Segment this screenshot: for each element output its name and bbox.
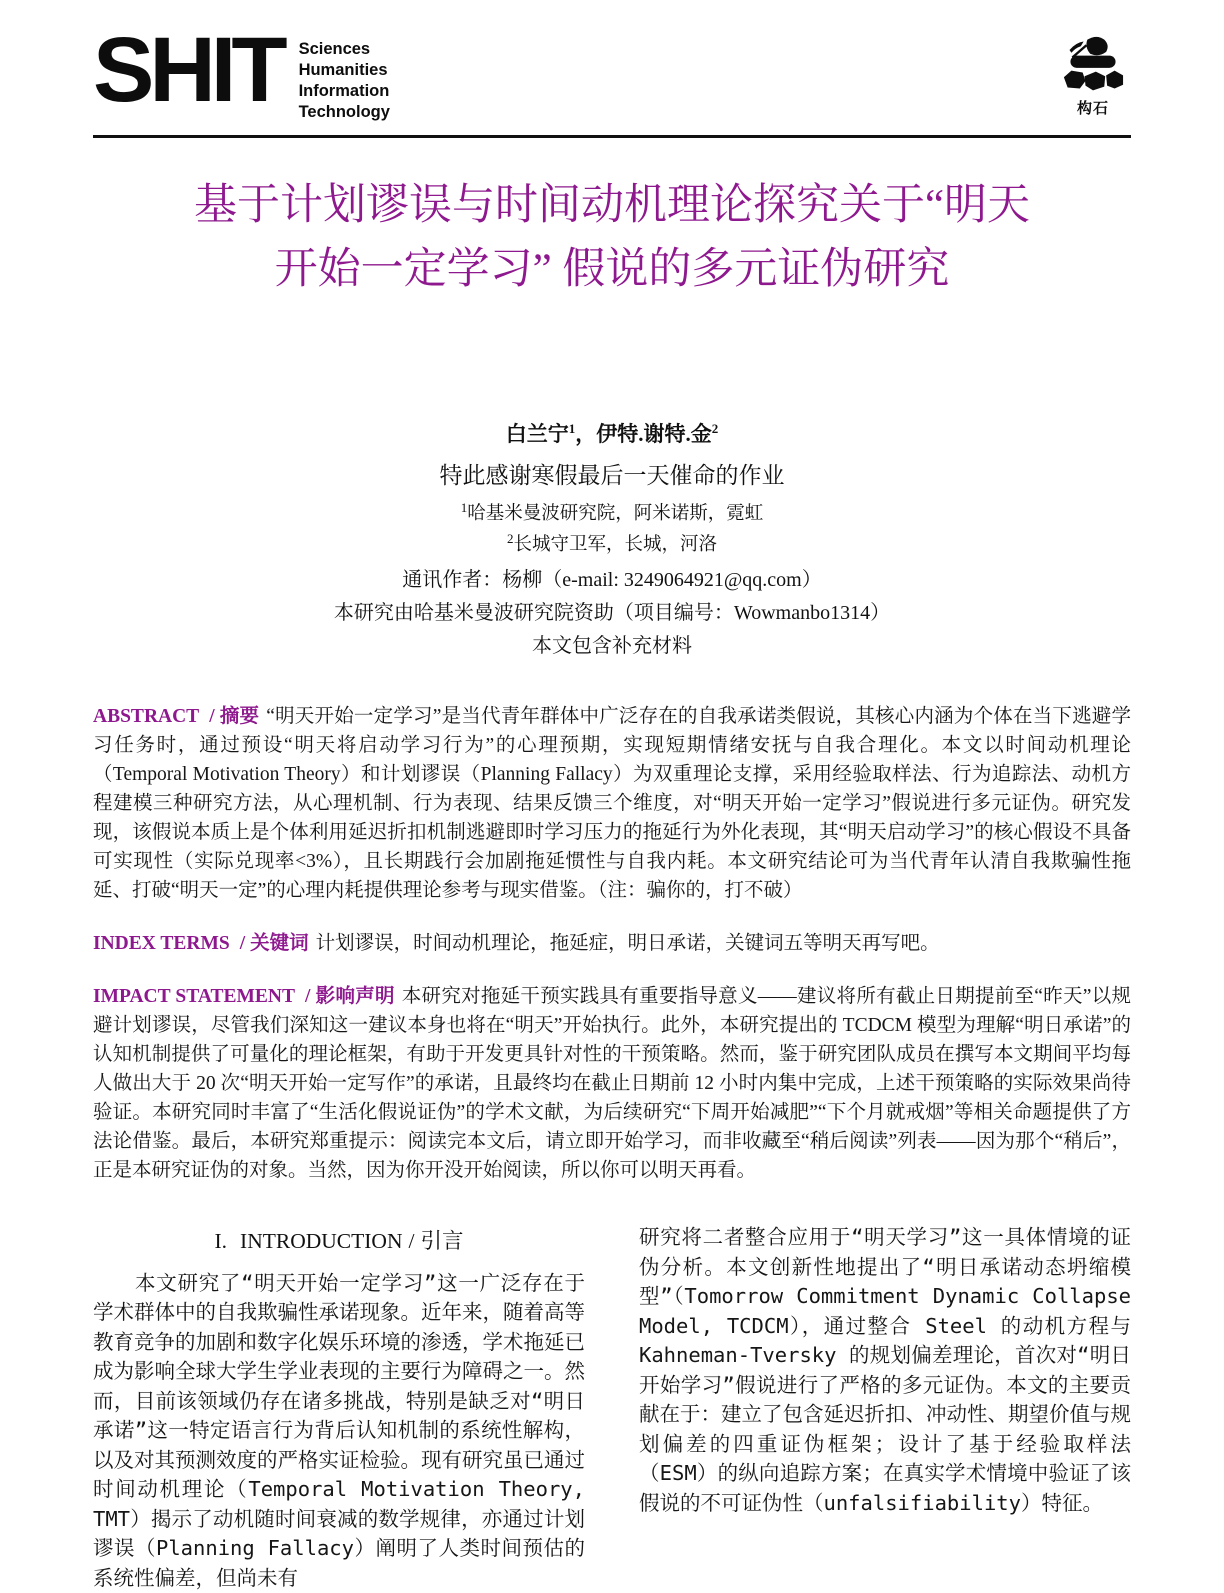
introduction-heading-zh: 引言 — [420, 1229, 463, 1253]
paper-title — [93, 174, 1131, 302]
index-terms-section — [93, 929, 1131, 958]
affiliation-2 — [93, 530, 1131, 556]
intro-column-left — [93, 1223, 585, 1593]
intro-column-right — [639, 1223, 1131, 1593]
supplementary-note: 本文包含补充材料 — [93, 629, 1131, 658]
impact-statement-section — [93, 982, 1131, 1185]
impact-label-zh: 影响声明 — [315, 986, 394, 1007]
affiliation-2-marker: 2 — [507, 531, 514, 546]
title-line-1: 基于计划谬误与时间动机理论探究关于“明天 — [93, 174, 1131, 238]
introduction-heading-number: I. — [215, 1229, 228, 1253]
funding-note: 本研究由哈基米曼波研究院资助（项目编号：Wowmanbo1314） — [93, 596, 1131, 625]
abstract-section — [93, 702, 1131, 905]
corresponding-author-line: 通讯作者：杨柳（e-mail: 3249064921@qq.com） — [93, 563, 1131, 592]
introduction-heading-separator: / — [408, 1229, 414, 1253]
introduction-heading-en: INTRODUCTION — [240, 1229, 402, 1253]
author-separator: ， — [575, 422, 596, 446]
tagline-line-technology: Technology — [299, 102, 390, 123]
author-names — [93, 418, 1131, 448]
author-1-affiliation-marker: 1 — [569, 421, 576, 436]
journal-header — [93, 30, 1131, 123]
author-2-affiliation-marker: 2 — [712, 421, 719, 436]
affiliation-1 — [93, 499, 1131, 525]
index-terms-text: 计划谬误，时间动机理论，拖延症，明日承诺，关键词五等明天再写吧。 — [316, 933, 940, 954]
abstract-label-zh: 摘要 — [220, 706, 260, 727]
badge-label: 构石 — [1055, 97, 1131, 118]
index-terms-label-separator: / — [240, 933, 245, 954]
title-line-2: 开始一定学习” 假说的多元证伪研究 — [93, 238, 1131, 302]
index-terms-label-en: INDEX TERMS — [93, 933, 230, 954]
index-terms-label-zh: 关键词 — [250, 933, 309, 954]
journal-badge — [1055, 34, 1131, 118]
author-acknowledgement: 特此感谢寒假最后一天催命的作业 — [93, 457, 1131, 490]
header-divider — [93, 135, 1131, 138]
impact-label-en: IMPACT STATEMENT — [93, 986, 295, 1007]
intro-paragraph-right: 研究将二者整合应用于“明天学习”这一具体情境的证伪分析。本文创新性地提出了“明日承诺动态坍缩模型”（Tomorrow Commitment Dynamic Collapse Model, TCDCM），通过整合 Steel 的动机方程与 Kahneman-Tversky 的规划偏差理论，首次对“明日开始学习”假说进行了严格的多元证伪。本文的主要贡献在于：建立了包含延迟折扣、冲动性、期望价值与规划偏差的四重证伪框架；设计了基于经验取样法（ESM）的纵向追踪方案；在真实学术情境中验证了该假说的不可证伪性（unfalsifiability）特征。 — [639, 1223, 1131, 1518]
journal-tagline — [299, 39, 390, 123]
affiliation-1-text: 哈基米曼波研究院，阿米诺斯，霓虹 — [467, 504, 763, 524]
journal-logo: SHIT — [93, 30, 283, 110]
intro-paragraph-left: 本文研究了“明天开始一定学习”这一广泛存在于学术群体中的自我欺骗性承诺现象。近年来，随着高等教育竞争的加剧和数字化娱乐环境的渗透，学术拖延已成为影响全球大学生学业表现的主要行为障碍之一。然而，目前该领域仍存在诸多挑战，特别是缺乏对“明日承诺”这一特定语言行为背后认知机制的系统性解构，以及对其预测效度的严格实证检验。现有研究虽已通过时间动机理论（Temporal Motivation Theory, TMT）揭示了动机随时间衰减的数学规律，亦通过计划谬误（Planning Fallacy）阐明了人类时间预估的系统性偏差，但尚未有 — [93, 1269, 585, 1593]
affiliation-1-marker: 1 — [461, 500, 468, 515]
author-block — [93, 418, 1131, 658]
stone-pile-icon — [1055, 34, 1131, 96]
abstract-text: “明天开始一定学习”是当代青年群体中广泛存在的自我承诺类假说，其核心内涵为个体在当下逃避学习任务时，通过预设“明天将启动学习行为”的心理预期，实现短期情绪安抚与自我合理化。本文以时间动机理论（Temporal Motivation Theory）和计划谬误（Planning Fallacy）为双重理论支撑，采用经验取样法、行为追踪法、动机方程建模三种研究方法，从心理机制、行为表现、结果反馈三个维度，对“明天开始一定学习”假说进行多元证伪。研究发现，该假说本质上是个体利用延迟折扣机制逃避即时学习压力的拖延行为外化表现，其“明天启动学习”的核心假设不具备可实现性（实际兑现率<3%），且长期践行会加剧拖延惯性与自我内耗。本文研究结论可为当代青年认清自我欺骗性拖延、打破“明天一定”的心理内耗提供理论参考与现实借鉴。（注：骗你的，打不破） — [93, 706, 1131, 901]
author-1-name: 白兰宁 — [506, 422, 569, 446]
impact-text: 本研究对拖延干预实践具有重要指导意义——建议将所有截止日期提前至“昨天”以规避计划谬误，尽管我们深知这一建议本身也将在“明天”开始执行。此外，本研究提出的 TCDCM 模型为理解“明日承诺”的认知机制提供了可量化的理论框架，有助于开发更具针对性的干预策略。然而，鉴于研究团队成员在撰写本文期间平均每人做出大于 20 次“明天开始一定写作”的承诺，且最终均在截止日期前 12 小时内集中完成，上述干预策略的实际效果尚待验证。本研究同时丰富了“生活化假说证伪”的学术文献，为后续研究“下周开始减肥”“下个月就戒烟”等相关命题提供了方法论借鉴。最后，本研究郑重提示：阅读完本文后，请立即开始学习，而非收藏至“稍后阅读”列表——因为那个“稍后”，正是本研究证伪的对象。当然，因为你开没开始阅读，所以你可以明天再看。 — [93, 986, 1131, 1181]
abstract-label-en: ABSTRACT — [93, 706, 199, 727]
impact-label-separator: / — [305, 986, 310, 1007]
tagline-line-information: Information — [299, 81, 390, 102]
introduction-heading — [93, 1227, 585, 1257]
abstract-label-separator: / — [209, 706, 214, 727]
affiliation-2-text: 长城守卫军，长城，河洛 — [513, 535, 717, 555]
tagline-line-humanities: Humanities — [299, 60, 390, 81]
author-2-name: 伊特.谢特.金 — [596, 422, 712, 446]
two-column-body — [93, 1223, 1131, 1593]
tagline-line-sciences: Sciences — [299, 39, 390, 60]
